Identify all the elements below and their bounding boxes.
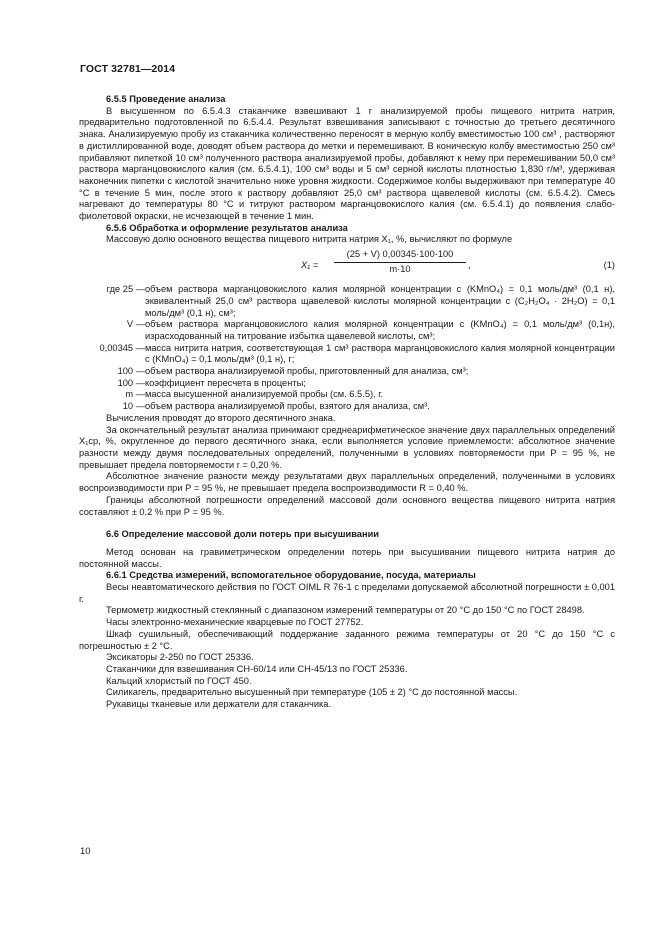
definition-item bbox=[79, 401, 615, 413]
equipment-item: Стаканчики для взвешивания СН-60/14 или СН-45/13 по ГОСТ 25336. bbox=[106, 663, 408, 674]
page-number: 10 bbox=[80, 846, 91, 857]
standard-header: ГОСТ 32781—2014 bbox=[80, 63, 176, 75]
section-6-5-5-body: В высушенном по 6.5.4.3 стаканчике взвешивают 1 г анализируемой пробы пищевого нитрита натрия, предварительно подготовленной по 6.5.4.4. Результат взвешивания записывают с точностью до третьего десятичного знака. Анализируемую пробу из стаканчика количественно переносят в мерную колбу вместимостью 100 см³ , растворяют в дистиллированной воде, доводят объем раствора до метки и перемешивают. В коническую колбу вместимостью 250 см³ прибавляют пипеткой 10 см³ полученного раствора анализируемой пробы, добавляют к нему при перемешивании 50,0 см³ раствора марганцовокислого калия (см. 6.5.4.1), 100 см³ воды и 5 см³ серной кислоты плотностью 1,830 г/м³, удерживая наконечник пипетки с кислотой значительно ниже уровня жидкости. Содержимое колбы выдерживают при температуре 40 °С в течение 5 мин, после этого к раствору добавляют 25,0 см³ раствора щавелевой кислоты (см. 6.5.4.2). Смесь нагревают до температуры 80 °С и титруют раствором марганцовокислого калия (см. 6.5.4.1) до появления слабо-фиолетовой окраски, не исчезающей в течение 1 мин. bbox=[79, 105, 615, 222]
formula-1 bbox=[79, 248, 615, 282]
definition-text: объем раствора марганцовокислого калия молярной концентрации c (KMnO₄) = 0,1 моль/дм³ (0,1 н), эквивалентный 25,0 см³ раствора щавелевой кислоты молярной концентрации c (C₂H₂O₄ · 2H₂O) = 0,1 моль/дм³ (0,1 н), см³; bbox=[145, 284, 615, 318]
definition-text: коэффициент пересчета в проценты; bbox=[145, 377, 306, 388]
equipment-item: Эксикаторы 2-250 по ГОСТ 25336. bbox=[106, 652, 254, 663]
section-6-6-heading: 6.6 Определение массовой доли потерь при высушивании bbox=[106, 529, 380, 540]
section-6-6-1-heading: 6.6.1 Средства измерений, вспомогательное оборудование, посуда, материалы bbox=[106, 570, 476, 581]
equipment-item: Рукавицы тканевые или держатели для стаканчика. bbox=[106, 699, 332, 710]
definition-term: 100 — bbox=[117, 366, 145, 377]
reproducibility-rule: Абсолютное значение разности между результатами двух параллельных определений, полученными в условиях воспроизводимости при Р = 95 %, не превышает предела воспроизводимости R = 0,40 %. bbox=[79, 471, 615, 494]
equipment-item: Шкаф сушильный, обеспечивающий поддержание заданного режима температуры от 20 °С до 150 °С с погрешностью ± 2 °С. bbox=[79, 628, 615, 651]
definition-text: масса нитрита натрия, соответствующая 1 см³ раствора марганцовокислого калия молярной концентрации c (KMnO₄) = 0,1 моль/дм³ (0,1 н), г; bbox=[145, 342, 615, 365]
error-bounds: Границы абсолютной погрешности определений массовой доли основного вещества пищевого нитрита натрия составляют ± 0.2 % при Р = 95 %. bbox=[79, 494, 615, 517]
formula-numerator: (25 + V) 0,00345·100·100 bbox=[334, 249, 466, 263]
page-content bbox=[79, 94, 615, 711]
definition-text: объем раствора анализируемой пробы, взятого для анализа, см³. bbox=[145, 401, 430, 412]
definition-term: 0,00345 — bbox=[99, 342, 145, 353]
definition-item bbox=[79, 319, 615, 342]
calc-precision-note: Вычисления проводят до второго десятичного знака. bbox=[106, 412, 336, 423]
formula-intro: Массовую долю основного вещества пищевого нитрита натрия X₁, %, вычисляют по формуле bbox=[106, 234, 513, 245]
definition-text: масса высушенной анализируемой пробы (см. 6.5.5), г. bbox=[145, 389, 384, 400]
definition-item bbox=[79, 343, 615, 366]
formula-definitions bbox=[79, 284, 615, 413]
section-6-5-6-heading: 6.5.6 Обработка и оформление результатов анализа bbox=[106, 222, 348, 233]
equipment-item: Термометр жидкостный стеклянный с диапазоном измерений температуры от 20 °С до 150 °С по ГОСТ 28498. bbox=[106, 605, 585, 616]
formula-trail: , bbox=[468, 260, 471, 271]
definition-term: 100 — bbox=[117, 377, 145, 388]
definition-item bbox=[79, 389, 615, 401]
equipment-item: Силикагель, предварительно высушенный при температуре (105 ± 2) °С до постоянной массы. bbox=[106, 687, 518, 698]
formula-denominator: m·10 bbox=[389, 263, 411, 274]
formula-fraction bbox=[334, 249, 466, 275]
final-result-rule: За окончательный результат анализа принимают среднеарифметическое значение двух параллельных определений X₁ср, %, округленное до первого десятичного знака, если выполняется условие приемлемости: абсолютное значение разности между двумя последовательных определений, полученными в условиях повторяемости при Р = 95 %, не превышает предела повторяемости r = 0,20 %. bbox=[79, 424, 615, 470]
definition-item bbox=[79, 284, 615, 319]
definition-term: 10 — bbox=[122, 401, 145, 412]
equipment-item: Весы неавтоматического действия по ГОСТ OIML R 76-1 с пределами допускаемой абсолютной погрешности ± 0,001 г. bbox=[79, 582, 615, 604]
equipment-item: Кальций хлористый по ГОСТ 450. bbox=[106, 675, 252, 686]
definition-text: объем раствора анализируемой пробы, приготовленный для анализа, см³; bbox=[145, 366, 469, 377]
definition-term: где 25 — bbox=[106, 284, 145, 295]
definition-item bbox=[79, 366, 615, 378]
section-6-6-body: Метод основан на гравиметрическом определении потерь при высушивании пищевого нитрита натрия до постоянной массы. bbox=[79, 546, 615, 569]
definition-text: объем раствора марганцовокислого калия молярной концентрации c (KMnO₄) = 0,1 моль/дм³ (0,1н), израсходованный на титрование избытка щавелевой кислоты, см³; bbox=[145, 319, 615, 341]
section-6-5-5-heading: 6.5.5 Проведение анализа bbox=[106, 94, 226, 104]
definition-item bbox=[79, 378, 615, 390]
definition-term: V — bbox=[126, 319, 145, 330]
definition-term: m — bbox=[125, 389, 145, 400]
formula-number: (1) bbox=[603, 260, 615, 271]
equipment-item: Часы электронно-механические кварцевые по ГОСТ 27752. bbox=[106, 617, 364, 628]
formula-lhs: X₁ = bbox=[301, 260, 319, 271]
